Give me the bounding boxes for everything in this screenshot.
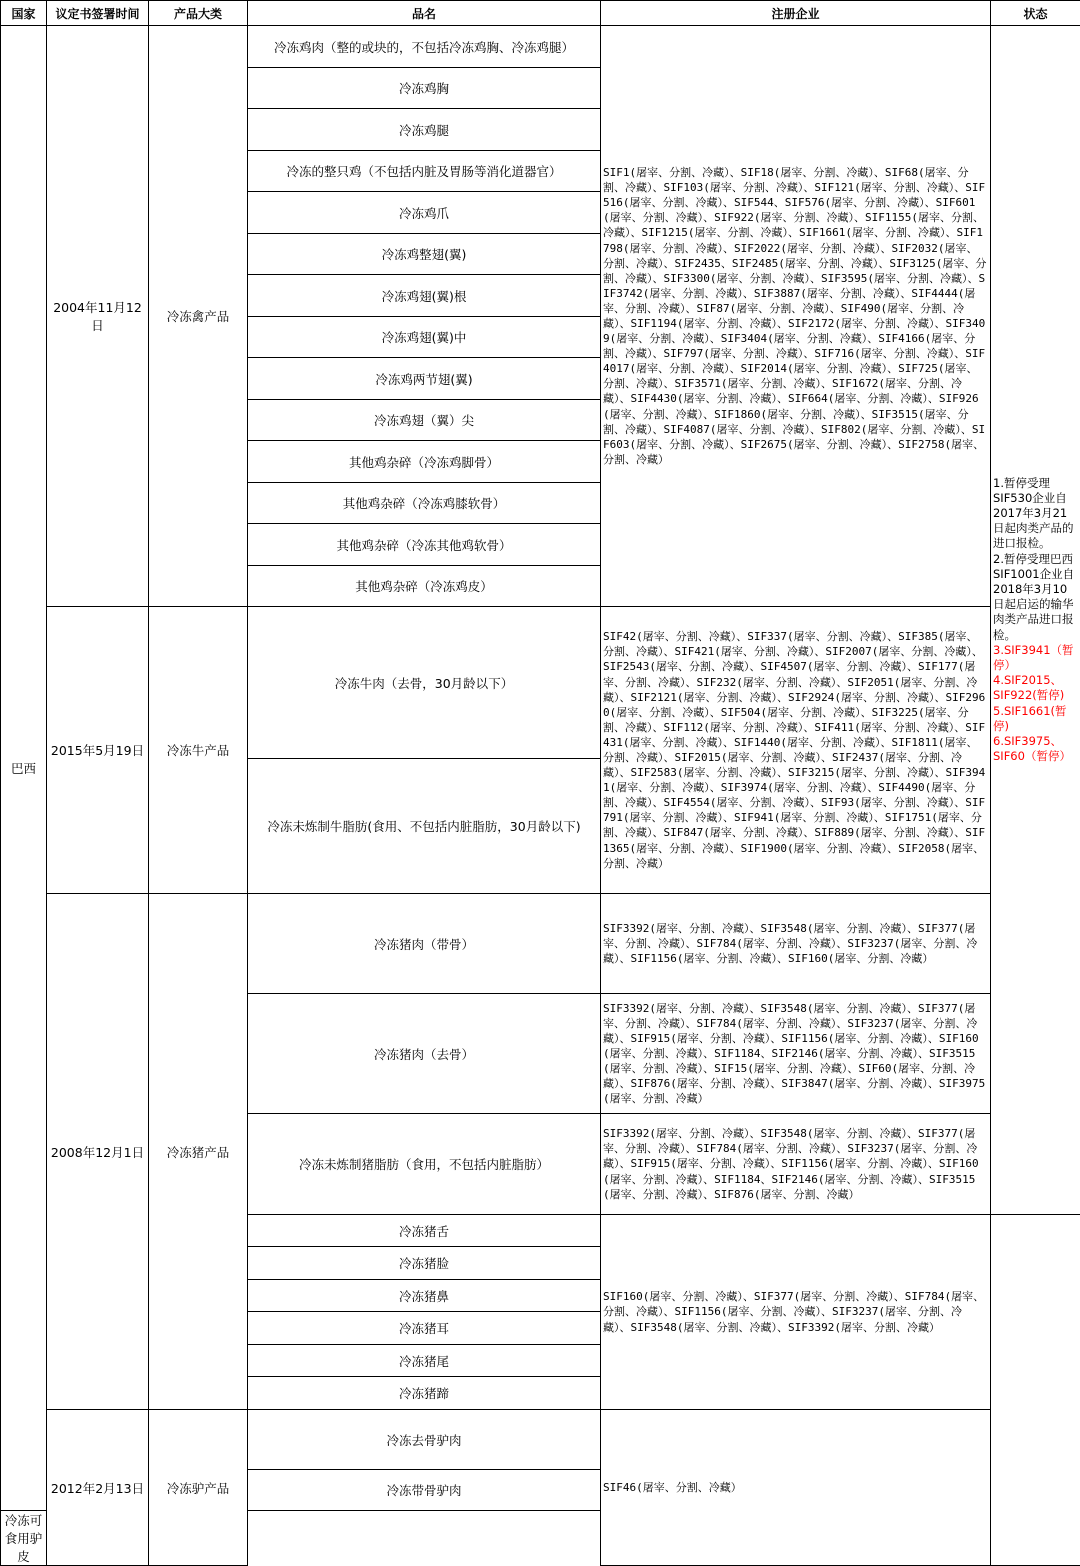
poultry-product: 冷冻鸡翅(翼)中 <box>248 317 601 358</box>
poultry-enterprises: SIF1(屠宰、分割、冷藏）、SIF18(屠宰、分割、冷藏）、SIF68(屠宰、分割、冷藏）、SIF103(屠宰、分割、冷藏）、SIF121(屠宰、分割、冷藏）、SIF516(屠宰、分割、冷藏）、SIF544、SIF576(屠宰、分割、冷藏）、SIF601(屠宰、分割、冷藏）、SIF922(屠宰、分割、冷藏）、SIF1155(屠宰、分割、冷藏）、SIF1215(屠宰、分割、冷藏）、SIF1661(屠宰、分割、冷藏）、SIF1798(屠宰、分割、冷藏）、SIF2022(屠宰、分割、冷藏）、SIF2032(屠宰、分割、冷藏）、SIF2435、SIF2485(屠宰、分割、冷藏）、SIF3125(屠宰、分割、冷藏）、SIF3300(屠宰、分割、冷藏）、SIF3595(屠宰、分割、冷藏）、SIF3742(屠宰、分割、冷藏）、SIF3887(屠宰、分割、冷藏）、SIF4444(屠宰、分割、冷藏）、SIF87(屠宰、分割、冷藏）、SIF490(屠宰、分割、冷藏）、SIF1194(屠宰、分割、冷藏）、SIF2172(屠宰、分割、冷藏）、SIF3409(屠宰、分割、冷藏）、SIF3404(屠宰、分割、冷藏）、SIF4166(屠宰、分割、冷藏）、SIF797(屠宰、分割、冷藏）、SIF716(屠宰、分割、冷藏）、SIF4017(屠宰、分割、冷藏）、SIF2014(屠宰、分割、冷藏）、SIF725(屠宰、分割、冷藏）、SIF3571(屠宰、分割、冷藏）、SIF1672(屠宰、分割、冷藏）、SIF4430(屠宰、分割、冷藏）、SIF664(屠宰、分割、冷藏）、SIF926(屠宰、分割、冷藏）、SIF1860(屠宰、分割、冷藏）、SIF3515(屠宰、分割、冷藏）、SIF4087(屠宰、分割、冷藏）、SIF802(屠宰、分割、冷藏）、SIF603(屠宰、分割、冷藏）、SIF2675(屠宰、分割、冷藏）、SIF2758(屠宰、分割、冷藏） <box>601 26 991 607</box>
poultry-product: 冷冻鸡肉（整的或块的，不包括冷冻鸡胸、冷冻鸡腿） <box>248 26 601 68</box>
pork-bone-in-enterprises: SIF3392(屠宰、分割、冷藏）、SIF3548(屠宰、分割、冷藏）、SIF377(屠宰、分割、冷藏）、SIF784(屠宰、分割、冷藏）、SIF3237(屠宰、分割、冷藏）、SIF1156(屠宰、分割、冷藏）、SIF160(屠宰、分割、冷藏） <box>601 894 991 994</box>
poultry-product: 冷冻鸡翅（翼）尖 <box>248 400 601 441</box>
donkey-product: 冷冻可食用驴皮 <box>1 1511 47 1566</box>
pork-offal-product: 冷冻猪鼻 <box>248 1280 601 1312</box>
beef-category: 冷冻牛产品 <box>149 607 248 894</box>
poultry-date: 2004年11月12日 <box>47 26 149 607</box>
poultry-product: 冷冻的整只鸡（不包括内脏及胃肠等消化道器官） <box>248 151 601 192</box>
poultry-product: 其他鸡杂碎（冷冻其他鸡软骨） <box>248 524 601 566</box>
header-date: 议定书签署时间 <box>47 1 149 26</box>
donkey-date: 2012年2月13日 <box>47 1410 149 1566</box>
poultry-product: 其他鸡杂碎（冷冻鸡膝软骨） <box>248 483 601 524</box>
header-row <box>1 1 1080 26</box>
country-cell: 巴西 <box>1 26 47 1511</box>
poultry-product: 冷冻鸡胸 <box>248 68 601 109</box>
header-enterprise: 注册企业 <box>601 1 991 26</box>
header-country: 国家 <box>1 1 47 26</box>
header-category: 产品大类 <box>149 1 248 26</box>
status-note-2: 2.暂停受理巴西SIF1001企业自2018年3月10日起启运的输华肉类产品进口报检。 <box>993 552 1078 643</box>
pork-offal-product: 冷冻猪蹄 <box>248 1377 601 1410</box>
status-note-3: 3.SIF3941（暂停） <box>993 643 1078 673</box>
header-status: 状态 <box>991 1 1080 26</box>
pork-category: 冷冻猪产品 <box>149 894 248 1410</box>
poultry-product: 冷冻鸡翅(翼)根 <box>248 275 601 317</box>
pork-product: 冷冻猪肉（带骨） <box>248 894 601 994</box>
status-note-1: 1.暂停受理SIF530企业自2017年3月21日起肉类产品的进口报检。 <box>993 476 1078 552</box>
pork-offal-product: 冷冻猪脸 <box>248 1247 601 1280</box>
pork-fat-enterprises: SIF3392(屠宰、分割、冷藏）、SIF3548(屠宰、分割、冷藏）、SIF377(屠宰、分割、冷藏）、SIF784(屠宰、分割、冷藏）、SIF3237(屠宰、分割、冷藏）、SIF915(屠宰、分割、冷藏）、SIF1156(屠宰、分割、冷藏）、SIF160(屠宰、分割、冷藏）、SIF1184、SIF2146(屠宰、分割、冷藏）、SIF3515(屠宰、分割、冷藏）、SIF876(屠宰、分割、冷藏） <box>601 1114 991 1215</box>
pork-product: 冷冻猪肉（去骨） <box>248 994 601 1114</box>
pork-offal-product: 冷冻猪舌 <box>248 1215 601 1247</box>
donkey-product: 冷冻去骨驴肉 <box>248 1410 601 1470</box>
pork-date: 2008年12月1日 <box>47 894 149 1410</box>
status-note-4: 4.SIF2015、SIF922(暂停) <box>993 673 1078 703</box>
beef-date: 2015年5月19日 <box>47 607 149 894</box>
status-empty-lower <box>991 1215 1080 1566</box>
header-product: 品名 <box>248 1 601 26</box>
donkey-product: 冷冻带骨驴肉 <box>248 1470 601 1511</box>
status-note-6: 6.SIF3975、SIF60（暂停） <box>993 734 1078 764</box>
poultry-product: 冷冻鸡整翅(翼) <box>248 234 601 275</box>
poultry-product: 其他鸡杂碎（冷冻鸡皮） <box>248 566 601 607</box>
pork-offal-product: 冷冻猪耳 <box>248 1312 601 1345</box>
pork-offal-enterprises: SIF160(屠宰、分割、冷藏）、SIF377(屠宰、分割、冷藏）、SIF784(屠宰、分割、冷藏）、SIF1156(屠宰、分割、冷藏）、SIF3237(屠宰、分割、冷藏）、SIF3548(屠宰、分割、冷藏）、SIF3392(屠宰、分割、冷藏） <box>601 1215 991 1410</box>
donkey-enterprises: SIF46(屠宰、分割、冷藏） <box>601 1410 991 1566</box>
poultry-product: 冷冻鸡爪 <box>248 192 601 234</box>
pork-boneless-enterprises: SIF3392(屠宰、分割、冷藏）、SIF3548(屠宰、分割、冷藏）、SIF377(屠宰、分割、冷藏）、SIF784(屠宰、分割、冷藏）、SIF3237(屠宰、分割、冷藏）、SIF915(屠宰、分割、冷藏）、SIF1156(屠宰、分割、冷藏）、SIF160(屠宰、分割、冷藏）、SIF1184、SIF2146(屠宰、分割、冷藏）、SIF3515(屠宰、分割、冷藏）、SIF15(屠宰、分割、冷藏）、SIF60(屠宰、分割、冷藏）、SIF876(屠宰、分割、冷藏）、SIF3847(屠宰、分割、冷藏）、SIF3975(屠宰、分割、冷藏） <box>601 994 991 1114</box>
poultry-product: 冷冻鸡两节翅(翼) <box>248 358 601 400</box>
status-notes <box>991 26 1080 1215</box>
pork-offal-product: 冷冻猪尾 <box>248 1345 601 1377</box>
status-note-5: 5.SIF1661(暂停) <box>993 704 1078 734</box>
poultry-product: 其他鸡杂碎（冷冻鸡脚骨） <box>248 441 601 483</box>
beef-product: 冷冻未炼制牛脂肪(食用、不包括内脏脂肪，30月龄以下) <box>248 759 601 894</box>
beef-product: 冷冻牛肉（去骨，30月龄以下） <box>248 607 601 759</box>
donkey-category: 冷冻驴产品 <box>149 1410 248 1566</box>
beef-enterprises: SIF42(屠宰、分割、冷藏）、SIF337(屠宰、分割、冷藏）、SIF385(屠宰、分割、冷藏）、SIF421(屠宰、分割、冷藏）、SIF2007(屠宰、分割、冷藏）、SIF2543(屠宰、分割、冷藏）、SIF4507(屠宰、分割、冷藏）、SIF177(屠宰、分割、冷藏）、SIF232(屠宰、分割、冷藏）、SIF2051(屠宰、分割、冷藏）、SIF2121(屠宰、分割、冷藏）、SIF2924(屠宰、分割、冷藏）、SIF2960(屠宰、分割、冷藏）、SIF504(屠宰、分割、冷藏）、SIF3225(屠宰、分割、冷藏）、SIF112(屠宰、分割、冷藏）、SIF411(屠宰、分割、冷藏）、SIF431(屠宰、分割、冷藏）、SIF1440(屠宰、分割、冷藏）、SIF1811(屠宰、分割、冷藏）、SIF2015(屠宰、分割、冷藏）、SIF2437(屠宰、分割、冷藏）、SIF2583(屠宰、分割、冷藏）、SIF3215(屠宰、分割、冷藏）、SIF3941(屠宰、分割、冷藏）、SIF3974(屠宰、分割、冷藏）、SIF4490(屠宰、分割、冷藏）、SIF4554(屠宰、分割、冷藏）、SIF93(屠宰、分割、冷藏）、SIF791(屠宰、分割、冷藏）、SIF941(屠宰、分割、冷藏）、SIF1751(屠宰、分割、冷藏）、SIF847(屠宰、分割、冷藏）、SIF889(屠宰、分割、冷藏）、SIF1365(屠宰、分割、冷藏）、SIF1900(屠宰、分割、冷藏）、SIF2058(屠宰、分割、冷藏） <box>601 607 991 894</box>
pork-product: 冷冻未炼制猪脂肪（食用，不包括内脏脂肪） <box>248 1114 601 1215</box>
poultry-category: 冷冻禽产品 <box>149 26 248 607</box>
poultry-product: 冷冻鸡腿 <box>248 109 601 151</box>
